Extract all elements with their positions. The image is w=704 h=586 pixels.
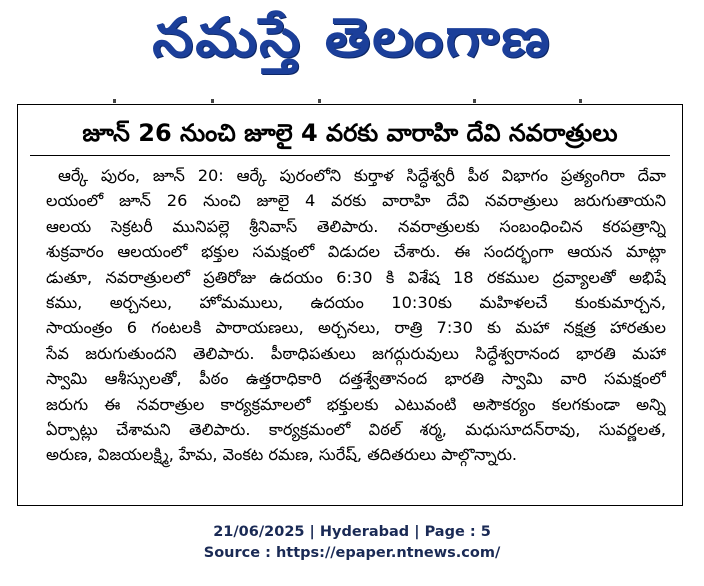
- article-line: జరుగు ఈ నవరాత్రుల కార్యక్రమాలలో భక్తులకు ఎటువంటి అసౌకర్యం కలగకుండా అన్ని: [46, 394, 666, 414]
- article-line: ఏర్పాట్లు చేశామని తెలిపారు. కార్యక్రమంలో విఠల్ శర్మ, మధుసూదన్‌రావు, సువర్ణలత,: [46, 419, 666, 439]
- newspaper-masthead: [0, 0, 704, 88]
- masthead-logo-text: నమస్తే తెలంగాణ: [152, 6, 552, 69]
- article-clipping: [17, 104, 683, 506]
- publication-date-line: 21/06/2025 | Hyderabad | Page : 5: [213, 524, 491, 540]
- source-url-line: Source : https://epaper.ntnews.com/: [203, 545, 501, 561]
- article-headline: జూన్ 26 నుంచి జూలై 4 వరకు వారాహి దేవి నవరాత్రులు: [82, 119, 618, 147]
- article-line: డుతూ, నవరాత్రులలో ప్రతిరోజు ఉదయం 6:30 కి విశేష 18 రకముల ద్రవ్యాలతో అభిషే: [46, 267, 666, 287]
- article-line: ఆలయ సెక్రటరీ మునిపల్లె శ్రీనివాస్ తెలిపారు. నవరాత్రులకు సంబంధించిన కరపత్రాన్ని: [46, 216, 666, 236]
- article-line: లయంలో జూన్ 26 నుంచి జూలై 4 వరకు వారాహి దేవి నవరాత్రులు జరుగుతాయని: [46, 191, 666, 211]
- article-line: అరుణ, విజయలక్ష్మి, హేమ, వెంకట రమణ, సురేష్, తదితరులు పాల్గొన్నారు.: [46, 445, 518, 465]
- article-line: సాయంత్రం 6 గంటలకి పారాయణలు, అర్చనలు, రాత్రి 7:30 కు మహా నక్షత్ర హారతుల: [46, 318, 666, 338]
- article-line: శుక్రవారం ఆలయంలో భక్తుల సమక్షంలో విడుదల చేశారు. ఈ సందర్భంగా ఆయన మాట్లా: [46, 242, 666, 262]
- article-line: ఆర్కే పురం, జూన్ 20: ఆర్కే పురంలోని కుర్తాళ సిద్ధేశ్వరీ పీఠ విభాగం ప్రత్యంగిరా దేవా: [58, 166, 666, 185]
- article-line: సేవ జరుగుతుందని తెలిపారు. పీఠాధిపతులు జగద్గురువులు సిద్ధేశ్వరానంద భారతి మహా: [46, 343, 666, 363]
- article-line: కము, అర్చనలు, హోమములు, ఉదయం 10:30కు మహిళలచే కుంకుమార్చన,: [46, 292, 666, 312]
- article-line: స్వామి ఆశీస్సులతో, పీఠం ఉత్తరాధికారి దత్తశ్వేతానంద భారతి స్వామి వారి సమక్షంలో: [46, 369, 666, 389]
- article-body: [46, 163, 666, 468]
- clipping-cut-marks: [113, 97, 583, 105]
- headline-divider: [30, 155, 670, 156]
